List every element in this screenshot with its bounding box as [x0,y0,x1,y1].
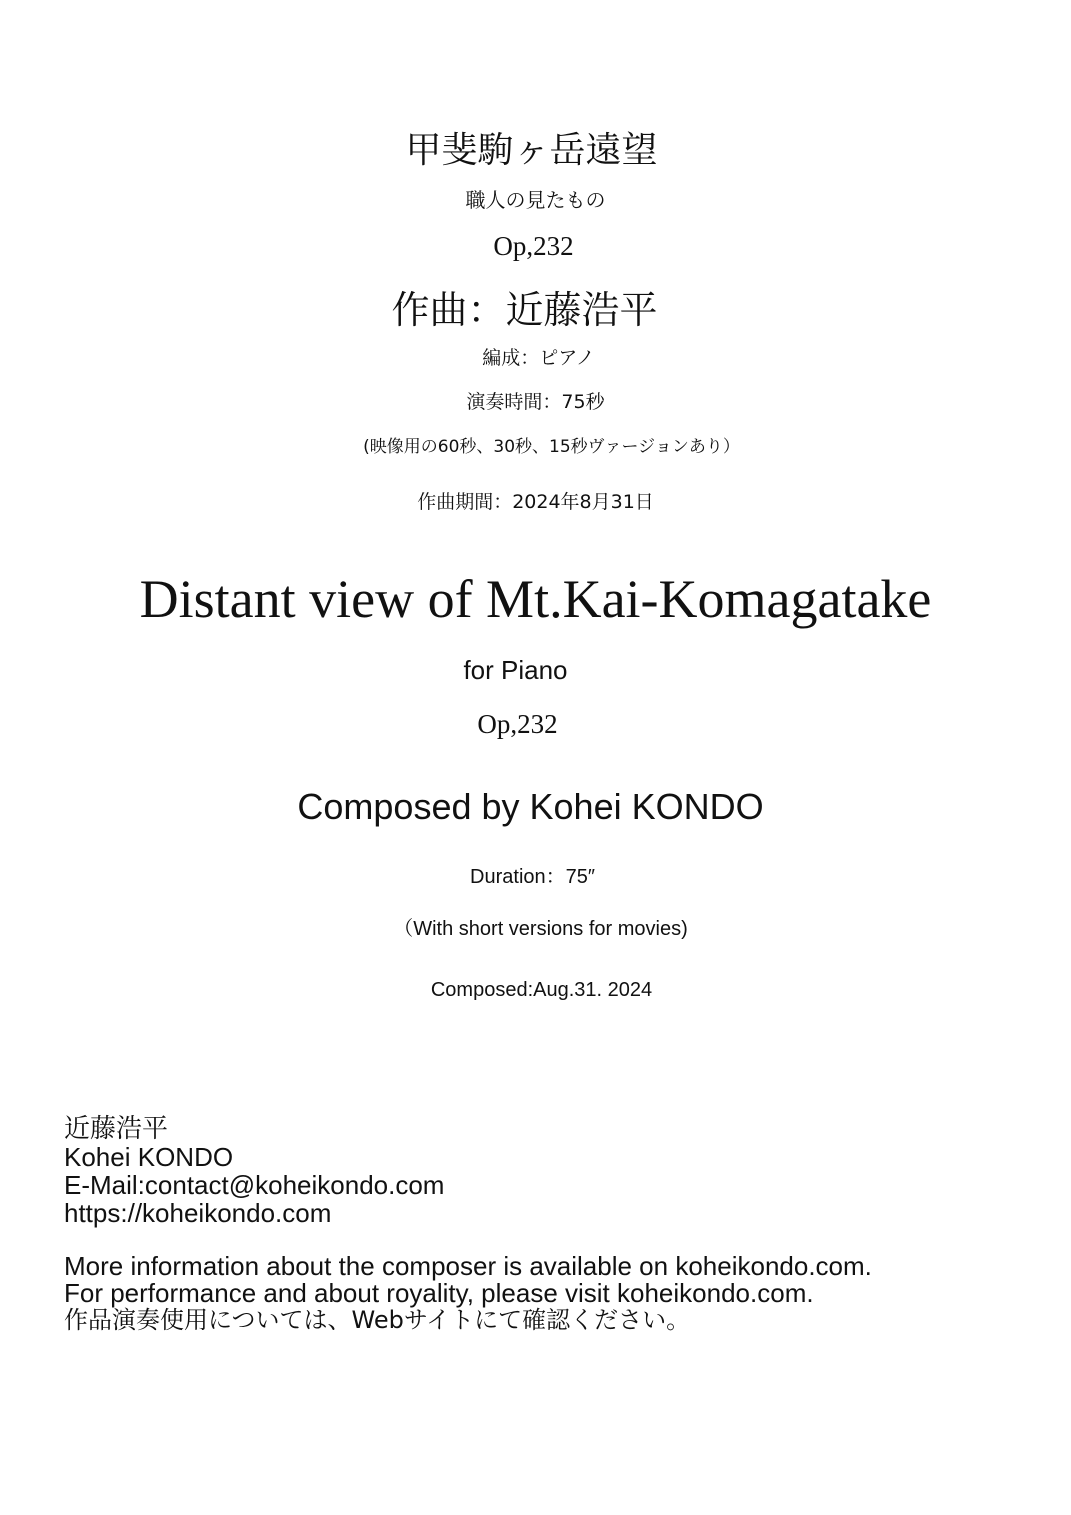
note-performance-royalty: For performance and about royality, please visit koheikondo.com. [64,1278,814,1308]
japanese-versions-note: (映像用の60秒、30秒、15秒ヴァージョンあり） [363,437,740,457]
notes-block [64,1253,872,1334]
contact-website: https://koheikondo.com [64,1198,332,1228]
note-japanese-usage: 作品演奏使用については、Webサイトにて確認ください。 [64,1306,691,1334]
english-instrumentation: for Piano [463,655,568,685]
japanese-composer: 作曲：近藤浩平 [391,288,658,332]
english-composition-date: Composed:Aug.31. 2024 [430,979,653,1001]
contact-name-japanese: 近藤浩平 [64,1114,169,1144]
english-title: Distant view of Mt.Kai-Komagatake [139,569,932,629]
japanese-title: 甲斐駒ヶ岳遠望 [405,130,658,171]
note-composer-info: More information about the composer is available on koheikondo.com. [64,1251,872,1281]
japanese-opus-number: Op,232 [493,231,574,261]
japanese-duration: 演奏時間：75秒 [466,391,605,413]
japanese-instrumentation: 編成：ピアノ [482,347,595,369]
contact-email: E-Mail:contact@koheikondo.com [64,1170,445,1200]
english-composer: Composed by Kohei KONDO [297,786,764,827]
english-duration: Duration：75″ [470,866,595,888]
japanese-composition-date: 作曲期間：2024年8月31日 [417,491,654,513]
contact-name-english: Kohei KONDO [64,1142,234,1172]
english-versions-note: （With short versions for movies) [393,918,688,940]
contact-block [64,1115,444,1227]
english-opus-number: Op,232 [477,709,558,739]
japanese-subtitle: 職人の見たもの [465,188,606,212]
